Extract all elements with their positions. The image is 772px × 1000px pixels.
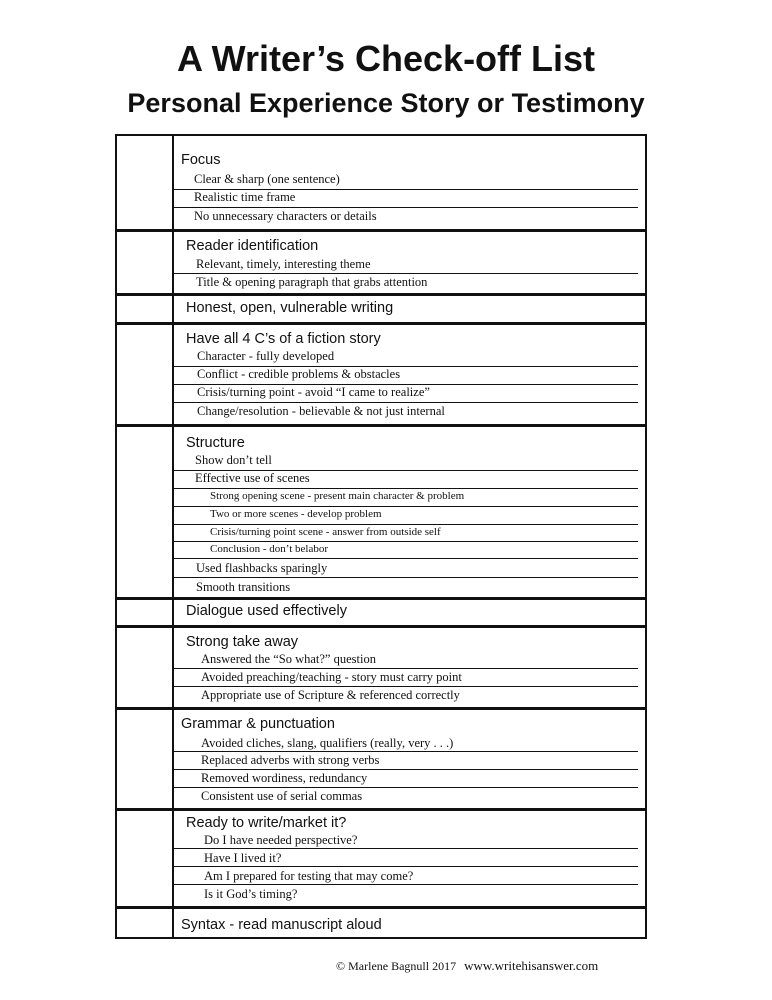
checklist-item: Appropriate use of Scripture & referenced correctly bbox=[201, 688, 460, 702]
checklist-item: Do I have needed perspective? bbox=[204, 833, 358, 847]
checklist-item: Used flashbacks sparingly bbox=[196, 561, 328, 575]
item-rule bbox=[174, 848, 638, 849]
item-rule bbox=[174, 866, 638, 867]
item-rule bbox=[174, 787, 638, 788]
item-rule bbox=[174, 686, 638, 687]
checklist-subitem: Strong opening scene - present main character & problem bbox=[210, 490, 465, 502]
checklist-item: Consistent use of serial commas bbox=[201, 789, 363, 803]
checklist-item: Smooth transitions bbox=[196, 580, 291, 594]
section-divider bbox=[115, 906, 647, 909]
checklist-item: No unnecessary characters or details bbox=[194, 209, 377, 223]
item-rule bbox=[174, 524, 638, 525]
section-heading-focus: Focus bbox=[181, 152, 221, 168]
item-rule bbox=[174, 668, 638, 669]
page-title: A Writer’s Check-off List bbox=[176, 38, 596, 79]
checklist-item: Character - fully developed bbox=[197, 349, 335, 363]
checklist-subitem: Two or more scenes - develop problem bbox=[210, 508, 382, 520]
section-heading-dialogue: Dialogue used effectively bbox=[186, 603, 347, 619]
checklist-item: Show don’t tell bbox=[195, 453, 272, 467]
item-rule bbox=[174, 769, 638, 770]
item-rule bbox=[174, 541, 638, 542]
section-heading-reader-identification: Reader identification bbox=[186, 238, 319, 254]
checklist-item: Conflict - credible problems & obstacles bbox=[197, 367, 401, 381]
item-rule bbox=[174, 884, 638, 885]
checklist-item: Have I lived it? bbox=[204, 851, 282, 865]
checklist-item: Avoided preaching/teaching - story must carry point bbox=[201, 670, 462, 684]
item-rule bbox=[174, 577, 638, 578]
page-subtitle: Personal Experience Story or Testimony bbox=[127, 88, 645, 118]
section-heading-four-cs: Have all 4 C’s of a fiction story bbox=[186, 331, 381, 347]
section-heading-grammar: Grammar & punctuation bbox=[181, 716, 335, 732]
section-divider bbox=[115, 229, 647, 232]
checklist-subitem: Conclusion - don’t belabor bbox=[210, 543, 329, 555]
checklist-item: Relevant, timely, interesting theme bbox=[196, 257, 371, 271]
checklist-item: Crisis/turning point - avoid “I came to realize” bbox=[197, 385, 430, 399]
copyright-text: © Marlene Bagnull 2017 bbox=[336, 959, 457, 973]
checklist-subitem: Crisis/turning point scene - answer from outside self bbox=[210, 526, 441, 538]
section-divider bbox=[115, 707, 647, 710]
checklist-item: Avoided cliches, slang, qualifiers (really, very . . .) bbox=[201, 736, 454, 750]
section-heading-structure: Structure bbox=[186, 435, 245, 451]
section-heading-syntax: Syntax - read manuscript aloud bbox=[181, 917, 382, 933]
checklist-item: Answered the “So what?” question bbox=[201, 652, 376, 666]
checklist-item: Removed wordiness, redundancy bbox=[201, 771, 368, 785]
section-heading-take-away: Strong take away bbox=[186, 634, 299, 650]
item-rule bbox=[174, 558, 638, 559]
item-rule bbox=[174, 506, 638, 507]
item-rule bbox=[174, 402, 638, 403]
item-rule bbox=[174, 273, 638, 274]
checklist-item: Replaced adverbs with strong verbs bbox=[201, 753, 380, 767]
checklist-item: Clear & sharp (one sentence) bbox=[194, 172, 340, 186]
item-rule bbox=[174, 488, 638, 489]
checklist-item: Realistic time frame bbox=[194, 190, 296, 204]
item-rule bbox=[174, 751, 638, 752]
section-divider bbox=[115, 597, 647, 600]
section-divider bbox=[115, 625, 647, 628]
section-heading-honest-writing: Honest, open, vulnerable writing bbox=[186, 300, 394, 316]
checklist-item: Am I prepared for testing that may come? bbox=[204, 869, 414, 883]
footer bbox=[336, 958, 598, 974]
checklist-item: Change/resolution - believable & not just internal bbox=[197, 404, 445, 418]
section-heading-ready: Ready to write/market it? bbox=[186, 815, 347, 831]
checklist-item: Is it God’s timing? bbox=[204, 887, 298, 901]
checkbox-column-divider bbox=[172, 134, 174, 939]
checklist-item: Title & opening paragraph that grabs attention bbox=[196, 275, 428, 289]
section-divider bbox=[115, 322, 647, 325]
section-divider bbox=[115, 293, 647, 296]
website-text: www.writehisanswer.com bbox=[464, 958, 599, 973]
checklist-item: Effective use of scenes bbox=[195, 471, 310, 485]
item-rule bbox=[174, 207, 638, 208]
section-divider bbox=[115, 424, 647, 427]
section-divider bbox=[115, 808, 647, 811]
